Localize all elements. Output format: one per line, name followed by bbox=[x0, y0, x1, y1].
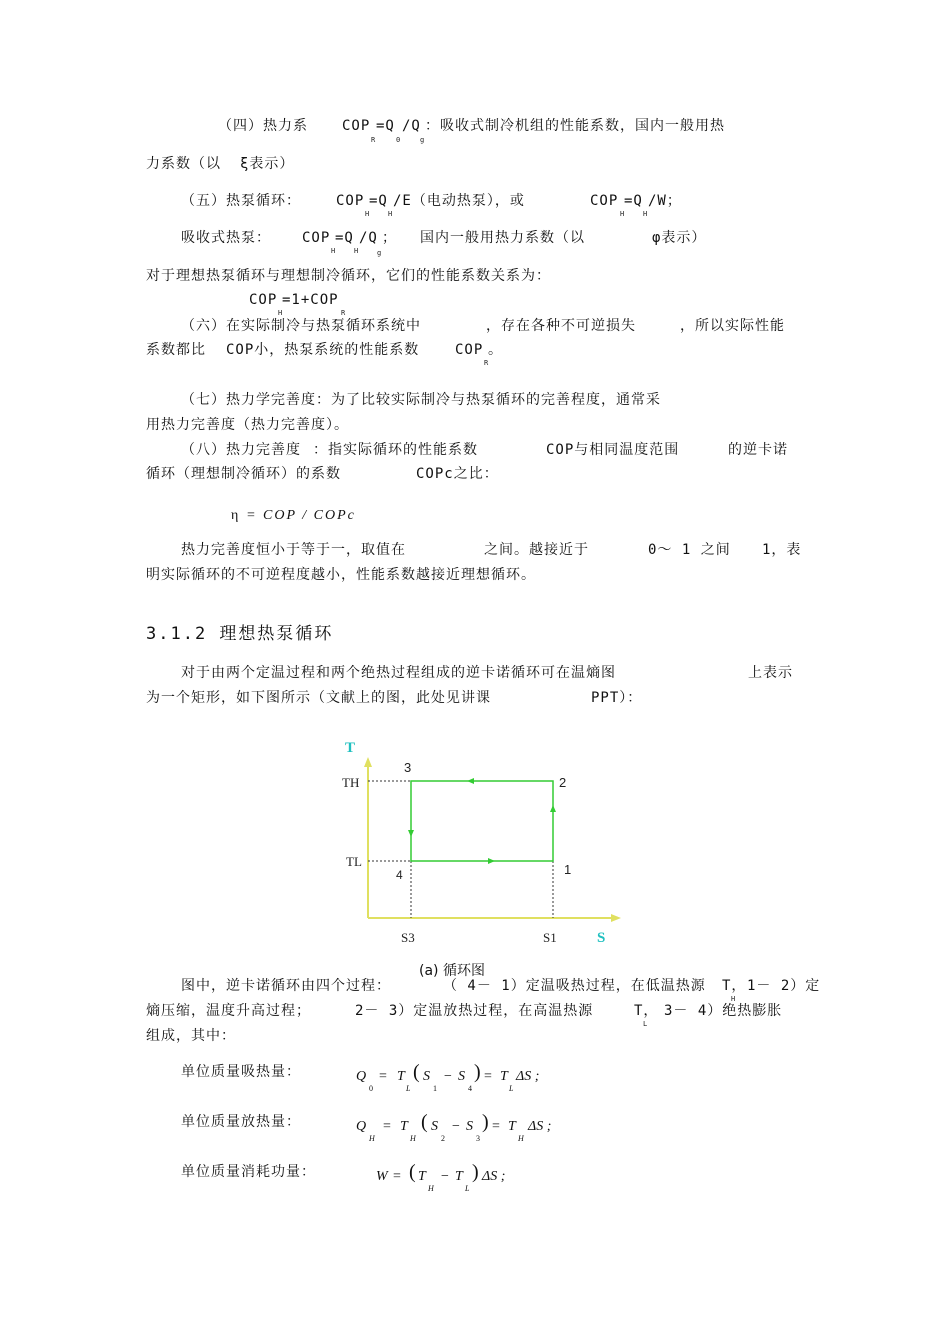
subscript: H bbox=[388, 210, 393, 218]
eq-var: S bbox=[458, 1069, 465, 1084]
subscript: 4 bbox=[468, 1084, 472, 1093]
text-formula: /W； bbox=[648, 193, 682, 209]
text-line: 组成，其中： bbox=[146, 1028, 236, 1044]
eq-var: T bbox=[455, 1169, 463, 1184]
subscript: L bbox=[643, 1020, 648, 1028]
text-line: COPc之比： bbox=[416, 466, 499, 482]
eq-var: S bbox=[466, 1119, 473, 1134]
t-axis-arrow-icon bbox=[364, 757, 372, 767]
text-line: 吸收式热泵： bbox=[181, 230, 271, 246]
s-axis-arrow-icon bbox=[611, 914, 621, 922]
text-line: /E（电动热泵），或 bbox=[393, 193, 525, 209]
text-line: 单位质量放热量： bbox=[181, 1114, 301, 1130]
subscript: H bbox=[278, 309, 283, 317]
text-line: 上表示 bbox=[748, 665, 793, 681]
text-formula: COP bbox=[342, 118, 371, 134]
arrow-right-icon bbox=[488, 858, 495, 864]
eq-op: − bbox=[452, 1119, 460, 1134]
subscript: 0 bbox=[369, 1084, 373, 1093]
point-2-label: 2 bbox=[559, 775, 567, 790]
text-line: 明实际循环的不可逆程度越小，性能系数越接近理想循环。 bbox=[146, 567, 536, 583]
text-line: （四）热力系 bbox=[218, 118, 308, 134]
subscript: H bbox=[365, 210, 370, 218]
eq-var: ΔS ; bbox=[528, 1119, 552, 1134]
s1-label: S1 bbox=[543, 930, 557, 945]
text-line: ； bbox=[382, 230, 397, 246]
text-formula: =Q bbox=[624, 193, 643, 209]
text-line: 系数都比 bbox=[146, 342, 206, 358]
eq-var: T bbox=[508, 1119, 516, 1134]
text-line: 3－ 4）绝热膨胀 bbox=[664, 1003, 783, 1019]
subscript: 2 bbox=[441, 1134, 445, 1143]
text-line: 1－ 2）定 bbox=[747, 978, 821, 994]
eq-paren: ) bbox=[474, 1061, 481, 1083]
text-line: ：指实际循环的性能系数 bbox=[313, 442, 478, 458]
text-formula: COP bbox=[455, 342, 484, 358]
eq-op: = bbox=[492, 1119, 500, 1134]
eq-paren: ( bbox=[409, 1161, 416, 1183]
subscript: L bbox=[509, 1084, 514, 1093]
eq-paren: ) bbox=[472, 1161, 479, 1183]
eq-op: − bbox=[444, 1069, 452, 1084]
ts-cycle-diagram bbox=[335, 735, 635, 965]
eq-paren: ) bbox=[482, 1111, 489, 1133]
text-line: 对于理想热泵循环与理想制冷循环，它们的性能系数关系为： bbox=[146, 268, 551, 284]
point-4-label: 4 bbox=[396, 868, 403, 882]
text-line: 单位质量吸热量： bbox=[181, 1064, 301, 1080]
eq-op: = bbox=[379, 1069, 387, 1084]
text-line: （八）热力完善度 bbox=[181, 442, 301, 458]
arrow-down-icon bbox=[408, 830, 414, 837]
subscript: 3 bbox=[476, 1134, 480, 1143]
section-heading: 3.1.2 理想热泵循环 bbox=[146, 624, 334, 644]
s3-label: S3 bbox=[401, 930, 415, 945]
eq-var: T bbox=[397, 1069, 405, 1084]
text-formula: =Q bbox=[376, 118, 395, 134]
eq-var: T bbox=[500, 1069, 508, 1084]
subscript: H bbox=[369, 1134, 375, 1143]
subscript: L bbox=[406, 1084, 411, 1093]
text-line: 单位质量消耗功量： bbox=[181, 1164, 316, 1180]
figure-caption: (a) 循环图 bbox=[419, 963, 485, 979]
text-line: 图中，逆卡诺循环由四个过程： bbox=[181, 978, 391, 994]
eq-var: S bbox=[431, 1119, 438, 1134]
text-line: 对于由两个定温过程和两个绝热过程组成的逆卡诺循环可在温熵图 bbox=[181, 665, 616, 681]
eq-q0: Q bbox=[356, 1069, 367, 1084]
subscript: H bbox=[731, 995, 736, 1003]
tl-label: TL bbox=[346, 854, 362, 869]
subscript: H bbox=[620, 210, 625, 218]
text-formula: =Q bbox=[335, 230, 354, 246]
text-line: ，所以实际性能 bbox=[680, 318, 785, 334]
subscript: 1 bbox=[433, 1084, 437, 1093]
arrow-up-icon bbox=[550, 805, 556, 812]
text-line: φ表示） bbox=[652, 230, 707, 246]
subscript: R bbox=[484, 359, 489, 367]
eq-paren: ( bbox=[413, 1061, 420, 1083]
eq-w: W bbox=[376, 1169, 388, 1184]
text-line: 1，表 bbox=[762, 542, 802, 558]
eq-op: = bbox=[383, 1119, 391, 1134]
text-line: 0～ 1 之间 bbox=[648, 542, 731, 558]
subscript: H bbox=[410, 1134, 416, 1143]
axis-x-label: S bbox=[597, 930, 606, 946]
text-formula: COP / COPc bbox=[263, 508, 356, 523]
point-3-label: 3 bbox=[404, 760, 412, 775]
text-line: （五）热泵循环： bbox=[181, 193, 301, 209]
text-line: 。 bbox=[488, 342, 503, 358]
subscript: g bbox=[377, 249, 382, 257]
eta-symbol: η bbox=[231, 508, 239, 523]
text-line: 之间。越接近于 bbox=[484, 542, 589, 558]
text-line: 为一个矩形，如下图所示（文献上的图，此处见讲课 bbox=[146, 690, 491, 706]
text-formula: /Q bbox=[402, 118, 421, 134]
subscript: 0 bbox=[396, 136, 401, 144]
axis-y-label: T bbox=[345, 740, 356, 756]
text-formula: =1+COP bbox=[282, 292, 339, 308]
eq-var: T bbox=[418, 1169, 426, 1184]
text-line: 循环（理想制冷循环）的系数 bbox=[146, 466, 341, 482]
text-line: 热力完善度恒小于等于一，取值在 bbox=[181, 542, 406, 558]
text-line: COP小，热泵系统的性能系数 bbox=[226, 342, 420, 358]
subscript: H bbox=[518, 1134, 524, 1143]
th-label: TH bbox=[342, 775, 360, 790]
eq-var: S bbox=[423, 1069, 430, 1084]
point-1-label: 1 bbox=[564, 862, 572, 877]
text-formula: =Q bbox=[369, 193, 388, 209]
text-line: T， bbox=[722, 978, 747, 994]
eq-op: − bbox=[441, 1169, 449, 1184]
subscript: R bbox=[371, 136, 376, 144]
eq-var: T bbox=[400, 1119, 408, 1134]
subscript: H bbox=[331, 247, 336, 255]
subscript: H bbox=[643, 210, 648, 218]
subscript: L bbox=[465, 1184, 470, 1193]
text-line: T， bbox=[634, 1003, 659, 1019]
eq-var: ΔS ; bbox=[516, 1069, 540, 1084]
text-formula: /Q bbox=[359, 230, 378, 246]
text-line: 2－ 3）定温放热过程，在高温热源 bbox=[355, 1003, 594, 1019]
eq-paren: ( bbox=[421, 1111, 428, 1133]
text-formula: COP bbox=[336, 193, 365, 209]
text-line: PPT）： bbox=[591, 690, 643, 706]
text-line: ，存在各种不可逆损失 bbox=[486, 318, 636, 334]
text-line: 国内一般用热力系数（以 bbox=[420, 230, 585, 246]
eq-op: = bbox=[484, 1069, 492, 1084]
text-formula: COP bbox=[249, 292, 278, 308]
subscript: g bbox=[420, 136, 425, 144]
carnot-cycle-rect bbox=[411, 781, 553, 861]
arrow-left-icon bbox=[467, 778, 474, 784]
text-formula: COP bbox=[302, 230, 331, 246]
text-line: 的逆卡诺 bbox=[728, 442, 788, 458]
text-formula: COP bbox=[590, 193, 619, 209]
text-line: 用热力完善度（热力完善度）。 bbox=[146, 417, 349, 433]
text-line: 力系数（以 bbox=[146, 156, 221, 172]
text-line: （七）热力学完善度：为了比较实际制冷与热泵循环的完善程度，通常采 bbox=[181, 392, 661, 408]
text-line: 熵压缩，温度升高过程； bbox=[146, 1003, 311, 1019]
text-line: COP与相同温度范围 bbox=[546, 442, 680, 458]
text-line: ：吸收式制冷机组的性能系数，国内一般用热 bbox=[425, 118, 725, 134]
subscript: H bbox=[354, 247, 359, 255]
eq-op: = bbox=[393, 1169, 401, 1184]
equals-sign: = bbox=[247, 508, 255, 523]
eq-qh: Q bbox=[356, 1119, 367, 1134]
text-line: （ 4－ 1）定温吸热过程，在低温热源 bbox=[443, 978, 706, 994]
subscript: R bbox=[341, 309, 346, 317]
text-line: ξ表示） bbox=[240, 156, 295, 172]
text-line: （六）在实际制冷与热泵循环系统中 bbox=[181, 318, 421, 334]
subscript: H bbox=[428, 1184, 434, 1193]
eq-var: ΔS ; bbox=[482, 1169, 506, 1184]
